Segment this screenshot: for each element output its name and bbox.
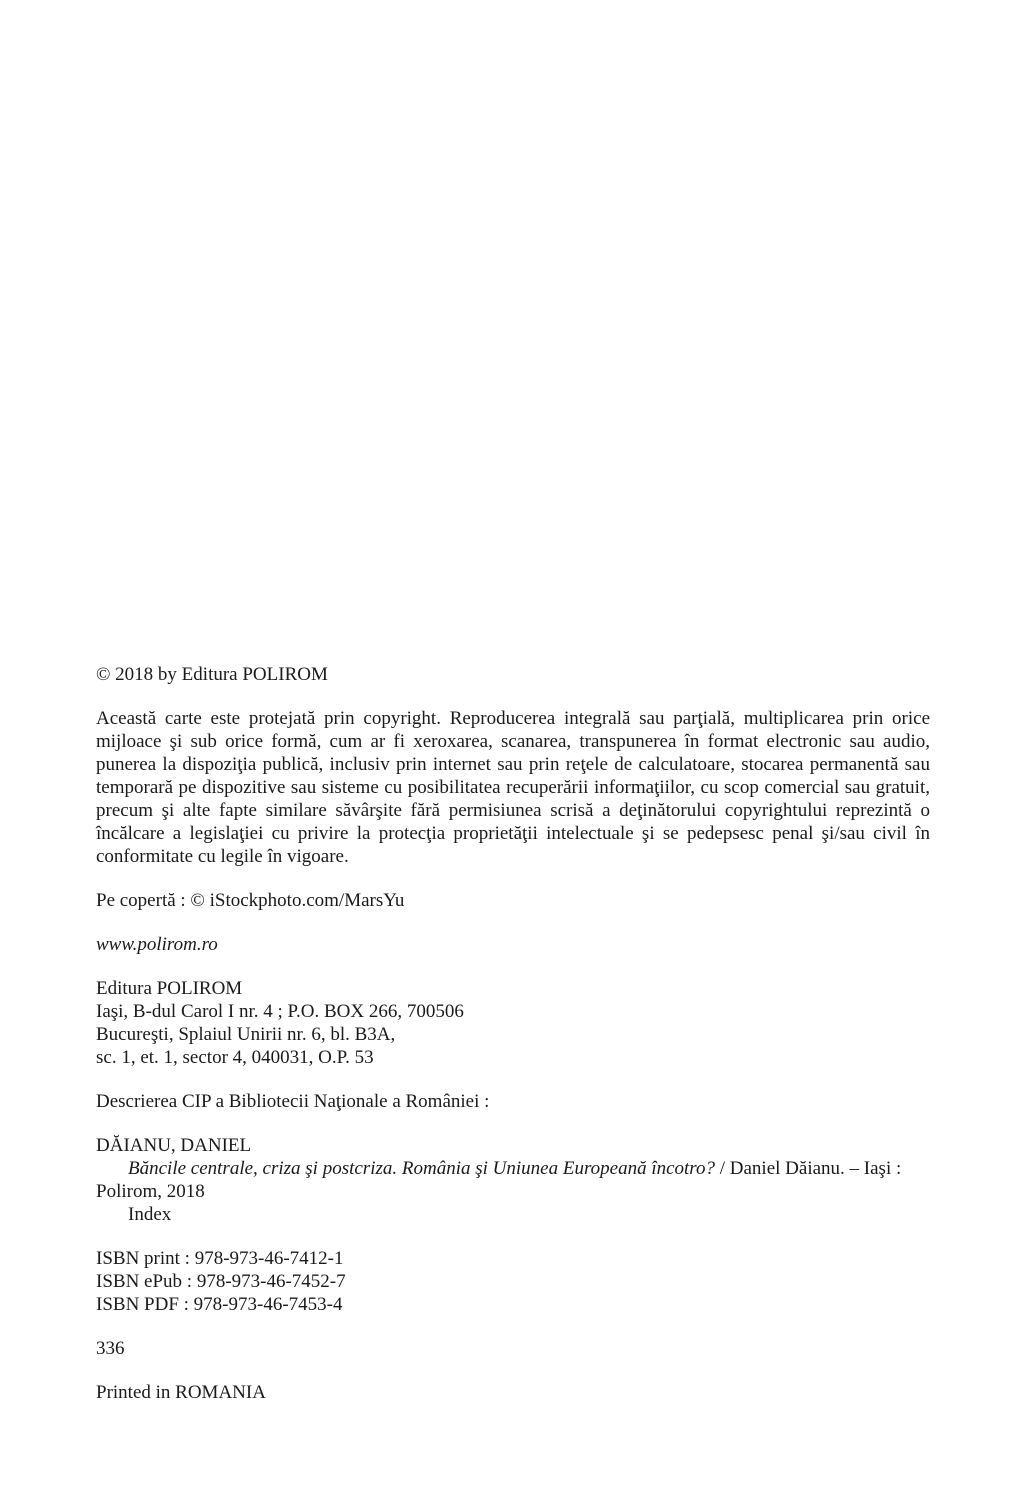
cip-book-title: Băncile centrale, criza şi postcriza. România şi Uniunea Europeană încotro? xyxy=(128,1158,715,1179)
cip-author: DĂIANU, DANIEL xyxy=(96,1135,252,1156)
isbn-row xyxy=(96,1270,930,1293)
address-line: Bucureşti, Splaiul Unirii nr. 6, bl. B3A, xyxy=(96,1024,396,1045)
copyright-notice: Această carte este protejată prin copyright. Reproducerea integrală sau parţială, multiplicarea prin orice mijloace şi sub orice formă, cum ar fi xeroxarea, scanarea, transpunerea în format electronic sau audio, punerea la dispoziţia publică, inclusiv prin internet sau prin reţele de calculatoare, stocarea permanentă sau temporară pe dispozitive sau sisteme cu posibilitatea recuperării informaţiilor, cu scop comercial sau gratuit, precum şi alte fapte similare săvârşite fără permisiunea scrisă a deţinătorului copyrightului reprezintă o încălcare a legislaţiei cu privire la protecţia proprietăţii intelectuale şi se pedepsesc penal şi/sau civil în conformitate cu legile în vigoare. xyxy=(96,708,930,867)
isbn-label: ISBN print : xyxy=(96,1248,190,1269)
cip-title-line xyxy=(96,1157,930,1203)
isbn-label: ISBN PDF : xyxy=(96,1294,189,1315)
isbn-value: 978-973-46-7412-1 xyxy=(194,1248,344,1269)
copyright-line: © 2018 by Editura POLIROM xyxy=(96,664,328,685)
cip-heading: Descrierea CIP a Bibliotecii Naţionale a României : xyxy=(96,1091,490,1112)
printed-in: Printed in ROMANIA xyxy=(96,1382,266,1403)
publisher-name: Editura POLIROM xyxy=(96,978,243,999)
cip-record xyxy=(96,1134,930,1226)
cover-credit: Pe copertă : © iStockphoto.com/MarsYu xyxy=(96,890,405,911)
cip-title-rest: / Daniel Dăianu. – Iaşi : Polirom, 2018 xyxy=(96,1158,902,1202)
isbn-row xyxy=(96,1247,930,1270)
cip-index: Index xyxy=(128,1204,172,1225)
isbn-list xyxy=(96,1247,930,1316)
publisher-website[interactable]: www.polirom.ro xyxy=(96,934,218,955)
isbn-label: ISBN ePub : xyxy=(96,1271,193,1292)
isbn-row xyxy=(96,1293,930,1316)
isbn-value: 978-973-46-7452-7 xyxy=(196,1271,346,1292)
publisher-address xyxy=(96,977,930,1069)
address-line: sc. 1, et. 1, sector 4, 040031, O.P. 53 xyxy=(96,1047,374,1068)
isbn-value: 978-973-46-7453-4 xyxy=(193,1294,343,1315)
address-line: Iaşi, B-dul Carol I nr. 4 ; P.O. BOX 266, 700506 xyxy=(96,1001,464,1022)
copyright-page xyxy=(96,663,930,1404)
udc-code: 336 xyxy=(96,1338,125,1359)
